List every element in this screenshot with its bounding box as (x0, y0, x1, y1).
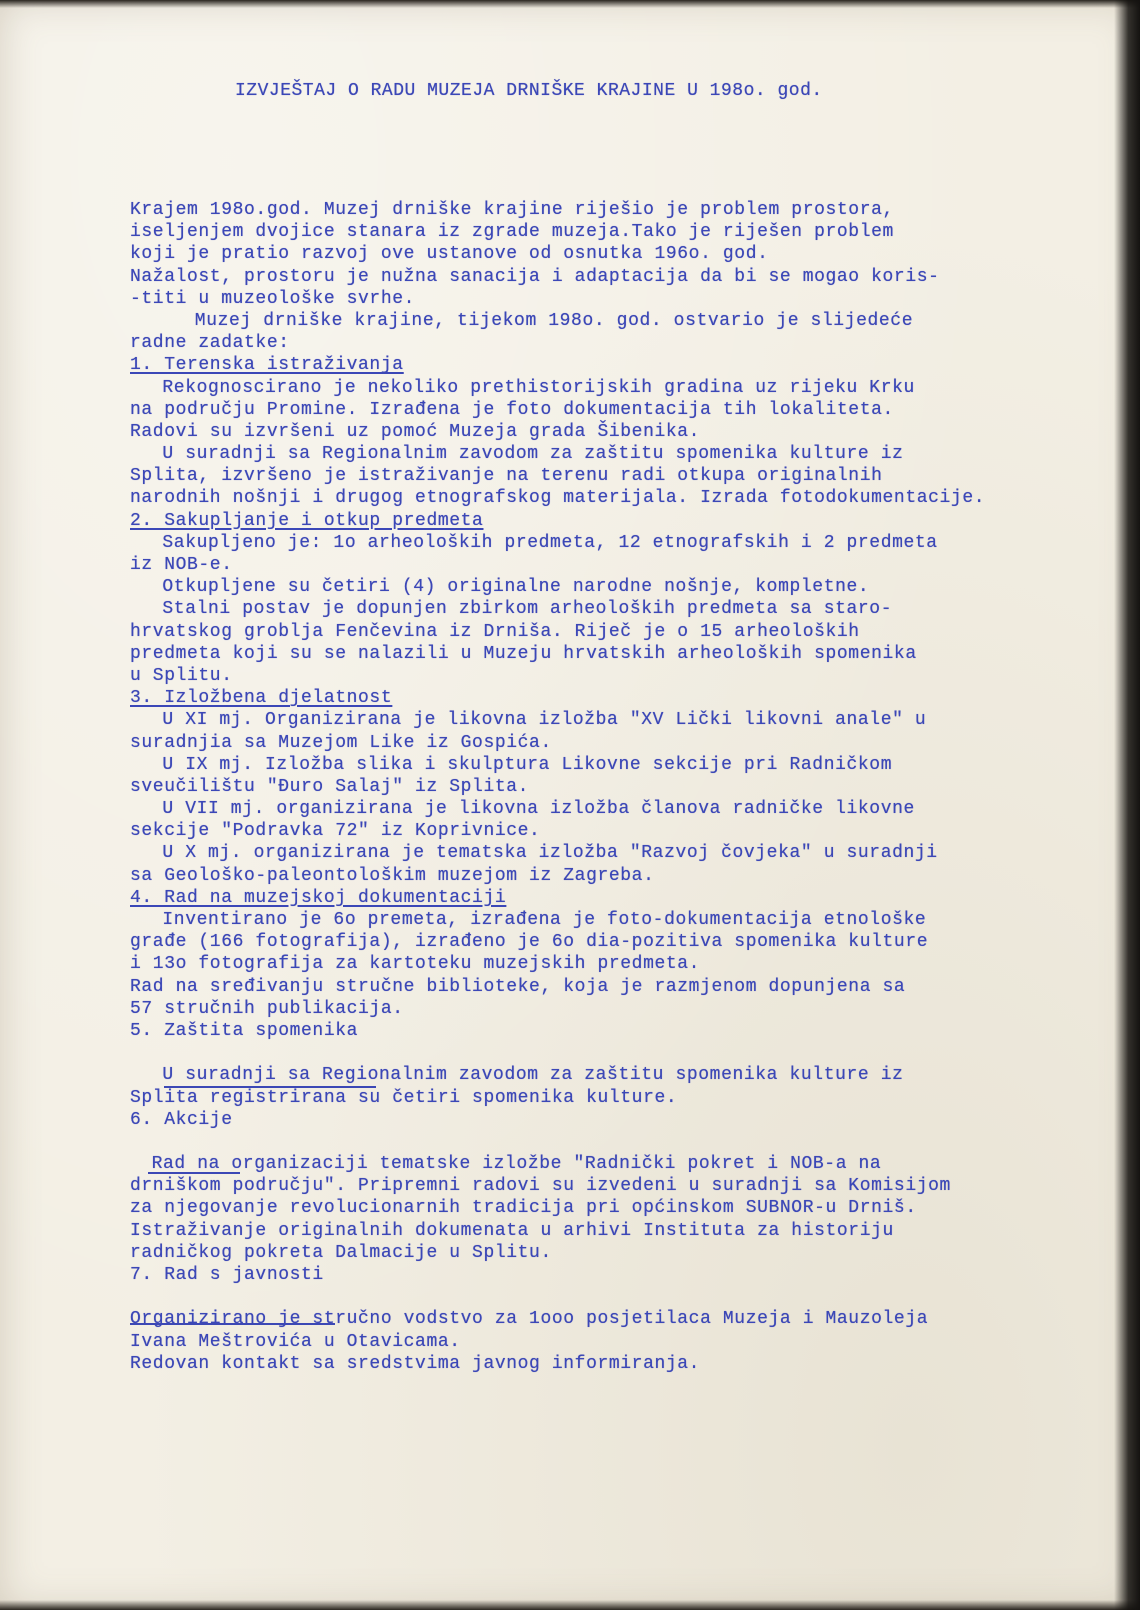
document-body (130, 199, 985, 1375)
text-line: 57 stručnih publikacija. (130, 998, 404, 1019)
text-line: U XI mj. Organizirana je likovna izložba "XV Lički likovni anale" u (162, 710, 927, 731)
document-title: IZVJEŠTAJ O RADU MUZEJA DRNIŠKE KRAJINE U 198o. god. (235, 81, 823, 101)
text-line: Ivana Meštrovića u Otavicama. (130, 1331, 461, 1352)
text-line: Stalni postav je dopunjen zbirkom arheoloških predmeta sa staro- (162, 599, 893, 620)
text-line: sekcije "Podravka 72" iz Koprivnice. (130, 821, 541, 842)
section-heading (130, 687, 985, 709)
text-line: Rad na organizaciji tematske izložbe "Radnički pokret i NOB-a na (151, 1154, 882, 1175)
section-heading-text: 3. Izložbena djelatnost (130, 688, 393, 709)
section-heading (130, 510, 985, 532)
text-line: sa Geološko-paleontološkim muzejom iz Zagreba. (130, 865, 655, 886)
text-line: sveučilištu "Đuro Salaj" iz Splita. (130, 776, 530, 797)
text-line: radničkog pokreta Dalmacije u Splitu. (130, 1242, 552, 1263)
section-heading: 6. Akcije (130, 1109, 233, 1130)
text-line: U VII mj. organizirana je likovna izložba članova radničke likovne (162, 799, 915, 820)
text-line: Rad na sređivanju stručne biblioteke, koja je razmjenom dopunjena sa (130, 976, 906, 997)
heading-rule (148, 1172, 240, 1174)
text-line: u Splitu. (130, 665, 233, 686)
text-line: drniškom području". Pripremni radovi su izvedeni u suradnji sa Komisijom (130, 1176, 951, 1197)
scan-edge-bottom (0, 1600, 1140, 1610)
text-line: iz NOB-e. (130, 555, 233, 575)
heading-rule (130, 1323, 335, 1325)
section-heading-text: 2. Sakupljanje i otkup predmeta (130, 510, 484, 531)
text-line: Splita registrirana su četiri spomenika kulture. (130, 1087, 678, 1108)
text-line: Otkupljene su četiri (4) originalne narodne nošnje, kompletne. (162, 577, 870, 598)
text-line (130, 1042, 985, 1064)
text-line (130, 1131, 985, 1153)
text-line: U IX mj. Izložba slika i skulptura Likovne sekcije pri Radničkom (162, 754, 893, 775)
text-line: Sakupljeno je: 1o arheoloških predmeta, 12 etnografskih i 2 predmeta (162, 532, 938, 553)
text-line: Istraživanje originalnih dokumenata u arhivi Instituta za historiju (130, 1220, 894, 1241)
section-heading: 7. Rad s javnosti (130, 1265, 324, 1285)
text-line: Redovan kontakt sa sredstvima javnog informiranja. (130, 1353, 701, 1374)
section-heading (130, 354, 985, 376)
text-line: Rekognoscirano je nekoliko prethistorijskih gradina uz rijeku Krku (162, 377, 915, 398)
text-line: iseljenjem dvojice stanara iz zgrade muzeja.Tako je riješen problem (130, 222, 894, 243)
text-line: Krajem 198o.god. Muzej drniške krajine riješio je problem prostora, (130, 200, 894, 220)
text-line: građe (166 fotografija), izrađeno je 6o dia-pozitiva spomenika kulture (130, 932, 929, 953)
text-line: predmeta koji su se nalazili u Muzeju hrvatskih arheoloških spomenika (130, 643, 917, 664)
text-line: narodnih nošnji i drugog etnografskog materijala. Izrada fotodokumentacije. (130, 488, 986, 509)
text-line: na području Promine. Izrađena je foto dokumentacija tih lokaliteta. (130, 399, 894, 420)
scan-edge-right (1114, 0, 1140, 1610)
text-line: koji je pratio razvoj ove ustanove od osnutka 196o. god. (130, 244, 769, 265)
heading-rule (164, 1086, 376, 1088)
section-heading-text: 1. Terenska istraživanja (130, 355, 404, 376)
text-line: suradnjia sa Muzejom Like iz Gospića. (130, 732, 552, 753)
text-line: -titi u muzeološke svrhe. (130, 288, 416, 309)
section-heading (130, 887, 985, 909)
section-heading: 5. Zaštita spomenika (130, 1020, 359, 1041)
text-line: Nažalost, prostoru je nužna sanacija i adaptacija da bi se mogao koris- (130, 266, 940, 287)
text-line: za njegovanje revolucionarnih tradicija pri općinskom SUBNOR-u Drniš. (130, 1198, 917, 1219)
text-line: Splita, izvršeno je istraživanje na terenu radi otkupa originalnih (130, 466, 883, 487)
text-line: U X mj. organizirana je tematska izložba "Razvoj čovjeka" u suradnji (162, 843, 938, 864)
section-heading-text: 4. Rad na muzejskoj dokumentaciji (130, 887, 507, 908)
text-line (130, 1286, 985, 1308)
text-line: Organizirano je stručno vodstvo za 1ooo posjetilaca Muzeja i Mauzoleja (130, 1309, 929, 1330)
text-line: radne zadatke: (130, 333, 290, 354)
text-line: U suradnji sa Regionalnim zavodom za zaštitu spomenika kulture iz (162, 1065, 904, 1086)
text-line: Inventirano je 6o premeta, izrađena je foto-dokumentacija etnološke (162, 910, 927, 930)
text-line: i 13o fotografija za kartoteku muzejskih predmeta. (130, 954, 701, 975)
scan-edge-top (0, 0, 1140, 8)
text-line: Radovi su izvršeni uz pomoć Muzeja grada Šibenika. (130, 421, 701, 442)
text-line: hrvatskog groblja Fenčevina iz Drniša. Riječ je o 15 arheoloških (130, 621, 860, 642)
text-line: U suradnji sa Regionalnim zavodom za zaštitu spomenika kulture iz (162, 444, 904, 465)
text-line: Muzej drniške krajine, tijekom 198o. god. ostvario je slijedeće (194, 310, 914, 331)
